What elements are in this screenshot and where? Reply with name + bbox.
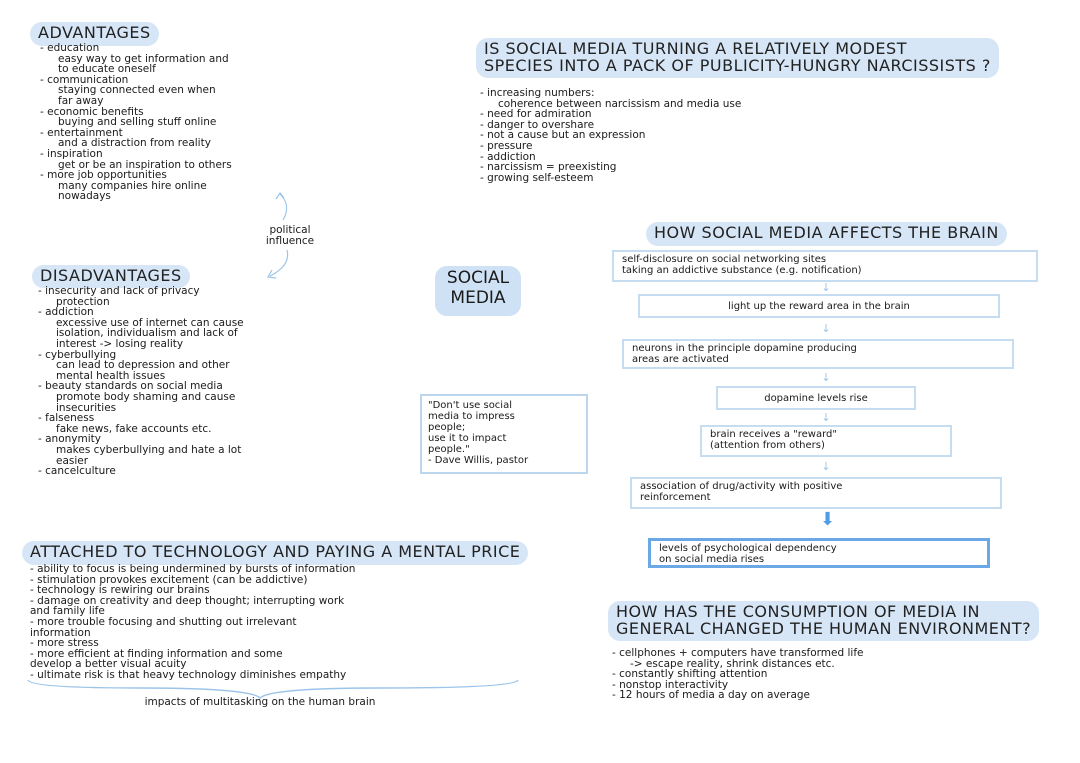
note-line: - beauty standards on social media xyxy=(38,380,223,393)
quote-line: people." xyxy=(428,444,470,455)
note-line: easier xyxy=(56,454,89,467)
note-line: - entertainment xyxy=(40,126,123,139)
arrow-up-to-advantages xyxy=(280,194,287,220)
brain-step-text: dopamine levels rise xyxy=(764,393,868,404)
brace-label: impacts of multitasking on the human brain xyxy=(144,696,376,708)
note-line: nowadays xyxy=(58,190,111,203)
brain-heading: HOW SOCIAL MEDIA AFFECTS THE BRAIN xyxy=(646,222,1007,246)
note-line: - increasing numbers: xyxy=(480,87,595,99)
note-line: - need for admiration xyxy=(480,108,592,121)
note-line: insecurities xyxy=(56,401,117,414)
note-line: - cancelculture xyxy=(38,465,116,478)
down-arrow-icon: ↓ xyxy=(821,410,831,424)
note-line: coherence between narcissism and media use xyxy=(498,97,742,110)
note-line: - growing self-esteem xyxy=(480,171,594,184)
brain-step-text: association of drug/activity with positive xyxy=(640,481,843,492)
quote-line: use it to impact xyxy=(428,433,507,444)
note-line: to educate oneself xyxy=(58,63,156,76)
influence-line: influence xyxy=(265,234,315,247)
note-line: - ability to focus is being undermined by bursts of information xyxy=(30,563,356,575)
down-arrow-icon: ↓ xyxy=(821,460,831,473)
note-line: far away xyxy=(58,94,104,107)
note-line: - insecurity and lack of privacy xyxy=(38,285,200,297)
brain-step-box xyxy=(622,339,1014,369)
brain-step-text: on social media rises xyxy=(659,553,765,565)
note-line: - cellphones + computers have transformed life xyxy=(612,647,864,659)
center-title-line-2: MEDIA xyxy=(450,288,506,308)
note-line: easy way to get information and xyxy=(58,52,229,65)
note-line: fake news, fake accounts etc. xyxy=(56,422,212,435)
quote-box xyxy=(420,394,588,474)
brain-step-box xyxy=(700,425,952,457)
brain-step-text: taking an addictive substance (e.g. notification) xyxy=(622,264,862,276)
brain-step-text: light up the reward area in the brain xyxy=(728,301,910,312)
note-line: - technology is rewiring our brains xyxy=(30,584,210,597)
note-line: makes cyberbullying and hate a lot xyxy=(56,443,242,456)
narcissists-title-line-2: SPECIES INTO A PACK OF PUBLICITY-HUNGRY NARCISSISTS ? xyxy=(484,56,991,75)
note-line: - damage on creativity and deep thought; interrupting work xyxy=(30,594,345,607)
quote-line: - Dave Willis, pastor xyxy=(428,455,529,466)
note-line: promote body shaming and cause xyxy=(56,390,236,403)
note-line: - constantly shifting attention xyxy=(612,668,768,681)
quote-line: media to impress xyxy=(428,411,515,422)
note-line: - anonymity xyxy=(38,433,101,446)
note-line: - more efficient at finding information and some xyxy=(30,647,283,660)
brain-step-text: reinforcement xyxy=(640,491,711,503)
brain-step-box xyxy=(612,250,1038,282)
quote-line: "Don't use social xyxy=(428,400,512,411)
note-line: - 12 hours of media a day on average xyxy=(612,689,811,702)
technology-heading: ATTACHED TO TECHNOLOGY AND PAYING A MENTAL PRICE xyxy=(22,541,528,565)
note-line: - more stress xyxy=(30,637,99,650)
environment-list xyxy=(612,648,863,701)
brain-step-box xyxy=(630,477,1002,509)
note-line: information xyxy=(30,626,91,639)
brain-step-text: brain receives a "reward" xyxy=(710,429,837,440)
brain-step-box xyxy=(716,386,916,410)
note-line: - not a cause but an expression xyxy=(480,129,646,142)
note-line: isolation, individualism and lack of xyxy=(56,327,238,340)
note-line: and a distraction from reality xyxy=(58,137,211,150)
political-influence-label xyxy=(240,225,340,246)
brain-step-text: self-disclosure on social networking sites xyxy=(622,254,827,265)
note-line: - communication xyxy=(40,73,129,86)
brain-step-text: areas are activated xyxy=(632,353,729,365)
note-line: excessive use of internet can cause xyxy=(56,316,244,329)
brain-step-box xyxy=(638,294,1000,318)
note-line: - education xyxy=(40,42,100,54)
disadvantages-heading: DISADVANTAGES xyxy=(32,265,190,288)
disadvantages-list xyxy=(38,286,244,477)
note-line: - more trouble focusing and shutting out irrelevant xyxy=(30,615,297,628)
note-line: interest -> losing reality xyxy=(56,337,184,350)
note-line: - falseness xyxy=(38,412,95,425)
arrow-down-head xyxy=(268,270,276,278)
brain-step-text: levels of psychological dependency xyxy=(659,543,837,554)
note-line: develop a better visual acuity xyxy=(30,658,187,671)
note-line: staying connected even when xyxy=(58,84,216,97)
note-line: get or be an inspiration to others xyxy=(58,158,232,171)
environment-heading xyxy=(608,601,1039,641)
environment-title-line-2: GENERAL CHANGED THE HUMAN ENVIRONMENT? xyxy=(616,619,1032,638)
note-line: - addiction xyxy=(480,150,536,163)
note-line: protection xyxy=(56,295,110,308)
narcissists-title-line-1: IS SOCIAL MEDIA TURNING A RELATIVELY MODEST xyxy=(484,39,907,58)
down-arrow-bold-icon: ⬇ xyxy=(820,508,836,530)
narcissists-heading xyxy=(476,38,999,78)
note-line: - stimulation provokes excitement (can be addictive) xyxy=(30,573,308,586)
note-line: - inspiration xyxy=(40,147,103,160)
down-arrow-icon: ↓ xyxy=(821,370,831,384)
note-line: - cyberbullying xyxy=(38,348,117,361)
note-line: can lead to depression and other xyxy=(56,359,230,372)
brain-step-text: neurons in the principle dopamine producing xyxy=(632,343,857,354)
note-line: - addiction xyxy=(38,306,94,319)
political-line: political xyxy=(269,224,311,236)
quote-line: people; xyxy=(428,422,466,433)
down-arrow-icon: ↓ xyxy=(821,321,831,335)
environment-title-line-1: HOW HAS THE CONSUMPTION OF MEDIA IN xyxy=(616,602,980,621)
social-media-center-title xyxy=(435,266,521,316)
note-line: and family life xyxy=(30,605,105,618)
brain-step-box xyxy=(648,538,990,568)
note-line: -> escape reality, shrink distances etc. xyxy=(630,657,835,670)
arrow-up-head xyxy=(276,193,284,199)
note-line: - nonstop interactivity xyxy=(612,678,729,691)
arrow-down-to-disadvantages xyxy=(270,250,288,276)
note-line: many companies hire online xyxy=(58,179,207,192)
note-line: - ultimate risk is that heavy technology diminishes empathy xyxy=(30,668,347,681)
down-arrow-icon: ↓ xyxy=(821,281,831,294)
note-line: buying and selling stuff online xyxy=(58,116,217,129)
center-title-line-1: SOCIAL xyxy=(446,268,510,288)
advantages-heading: ADVANTAGES xyxy=(30,22,159,46)
note-line: - economic benefits xyxy=(40,105,144,118)
note-line: - pressure xyxy=(480,139,533,152)
note-line: - more job opportunities xyxy=(40,169,167,182)
note-line: - narcissism = preexisting xyxy=(480,161,617,174)
note-line: mental health issues xyxy=(56,369,166,382)
brain-step-text: (attention from others) xyxy=(710,439,825,451)
note-line: - danger to overshare xyxy=(480,118,595,131)
technology-list xyxy=(30,564,355,681)
narcissists-list xyxy=(480,88,741,183)
advantages-list xyxy=(40,43,232,202)
